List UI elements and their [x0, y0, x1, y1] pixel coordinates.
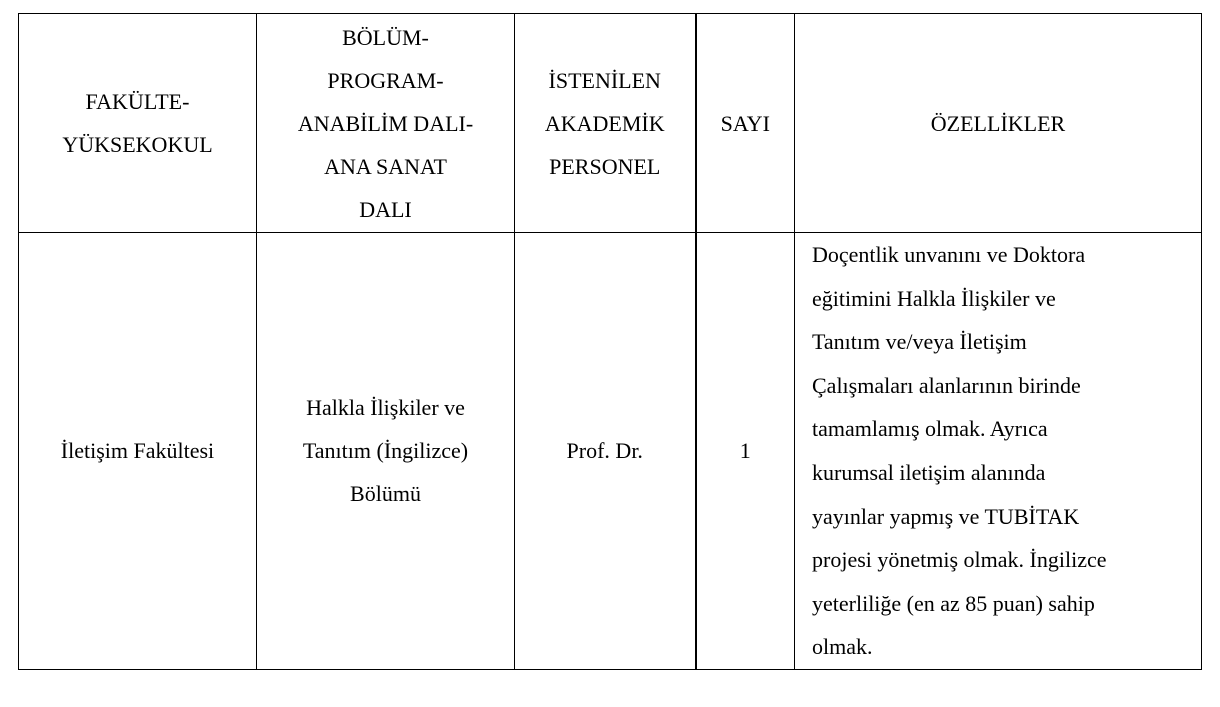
requirements-line: Doçentlik unvanını ve Doktora	[812, 242, 1086, 267]
header-requirements	[795, 14, 1202, 233]
cell-count	[696, 233, 795, 670]
header-count-line: SAYI	[720, 110, 770, 136]
requirements-line: Tanıtım ve/veya İletişim	[812, 329, 1027, 355]
cell-faculty	[19, 233, 257, 670]
requirements-line: yeterliliğe (en az 85 puan) sahip	[812, 590, 1095, 616]
cell-department	[257, 233, 515, 670]
header-department-line: ANA SANAT	[324, 153, 447, 179]
requirements-line: tamamlamış olmak. Ayrıca	[812, 416, 1048, 442]
count-text: 1	[739, 438, 751, 464]
requirements-line: eğitimini Halkla İlişkiler ve	[812, 285, 1056, 311]
header-department	[257, 14, 515, 233]
header-position	[515, 14, 696, 233]
header-department-line: DALI	[359, 196, 412, 222]
cell-position	[515, 233, 696, 670]
table-header-row	[19, 14, 1202, 233]
department-line: Tanıtım (İngilizce)	[302, 438, 469, 464]
header-position-line: PERSONEL	[549, 153, 661, 179]
cell-requirements	[795, 233, 1202, 670]
table-row	[19, 233, 1202, 670]
staff-requirements-table	[18, 13, 1202, 670]
header-count	[696, 14, 795, 233]
requirements-line: yayınlar yapmış ve TUBİTAK	[812, 503, 1080, 529]
department-line: Halkla İlişkiler ve	[306, 395, 465, 421]
header-department-line: BÖLÜM-	[342, 24, 429, 50]
header-department-line: ANABİLİM DALI-	[297, 110, 474, 136]
requirements-line: olmak.	[812, 634, 873, 660]
header-department-line: PROGRAM-	[327, 67, 444, 93]
department-line: Bölümü	[350, 481, 421, 507]
requirements-line: kurumsal iletişim alanında	[812, 459, 1046, 485]
header-faculty-line: FAKÜLTE-	[85, 89, 190, 114]
position-text: Prof. Dr.	[566, 438, 643, 464]
requirements-line: Çalışmaları alanlarının birinde	[812, 372, 1081, 398]
header-position-line: İSTENİLEN	[548, 67, 661, 93]
faculty-text: İletişim Fakültesi	[60, 438, 215, 464]
header-faculty-line: YÜKSEKOKUL	[62, 132, 213, 157]
header-position-line: AKADEMİK	[544, 110, 665, 136]
requirements-line: projesi yönetmiş olmak. İngilizce	[812, 547, 1107, 573]
header-requirements-line: ÖZELLİKLER	[930, 110, 1066, 136]
header-faculty	[19, 14, 257, 233]
